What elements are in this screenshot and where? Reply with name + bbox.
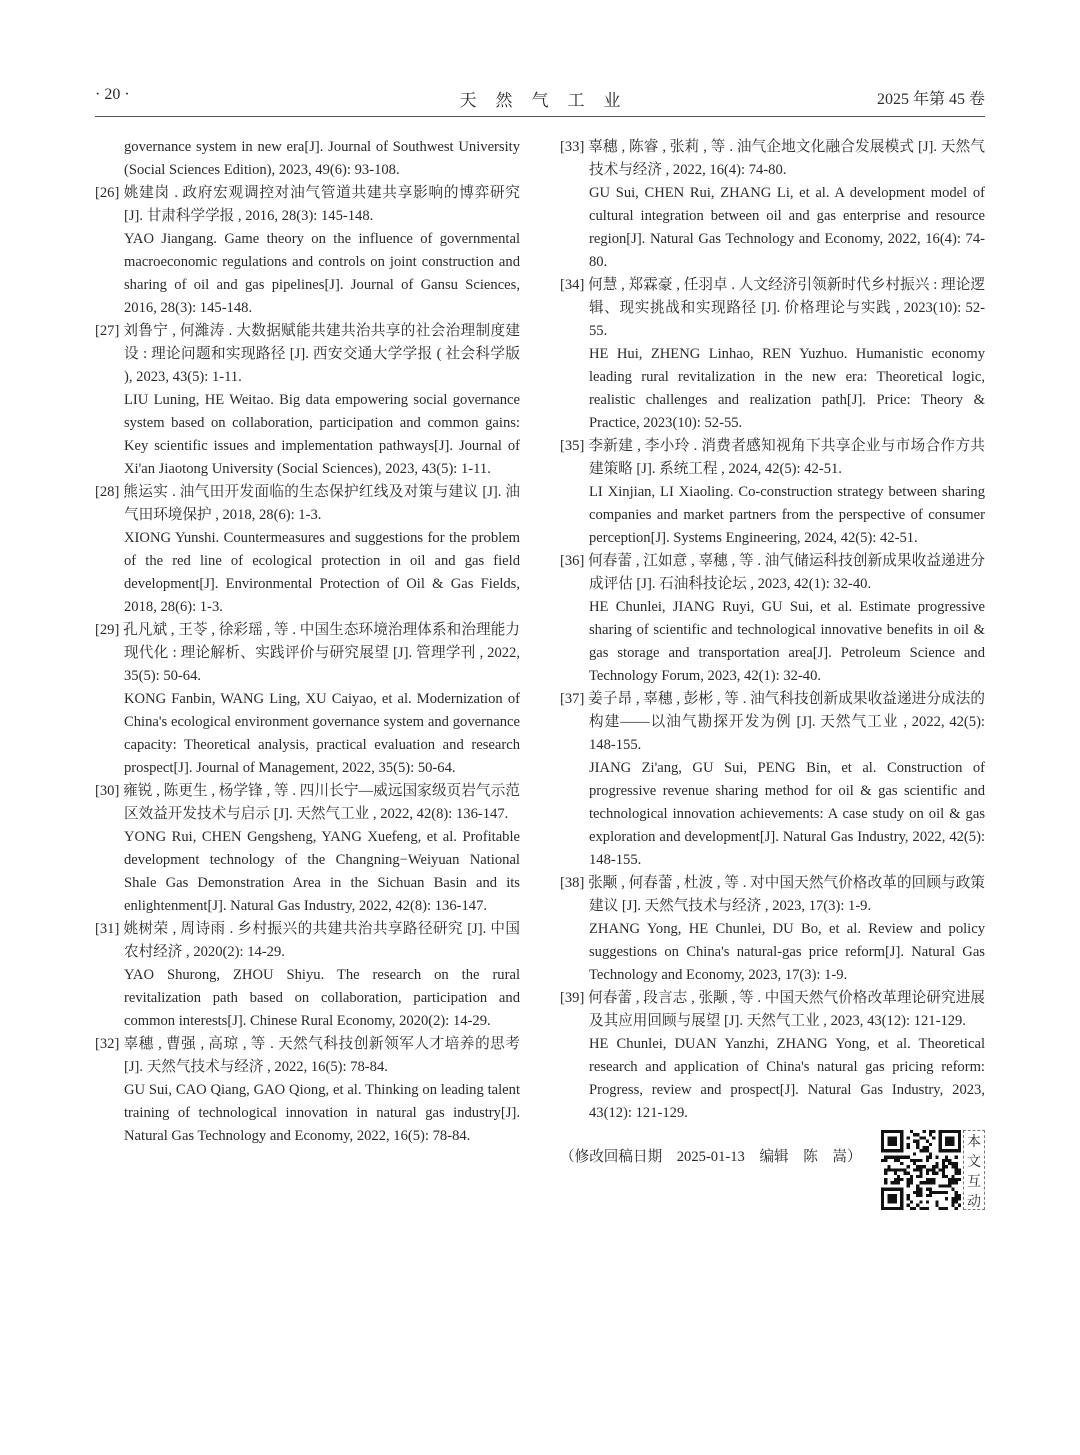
left-reference-column — [95, 136, 520, 1148]
reference-en: governance system in new era[J]. Journal of Southwest University (Social Sciences Edition), 2023, 49(6): 93-108. — [124, 139, 520, 178]
reference-en: YONG Rui, CHEN Gengsheng, YANG Xuefeng, et al. Profitable development technology of the Changning−Weiyuan National Shale Gas Demonstration Area in the Sichuan Basin and its enlightenment[J]. Natural Gas Industry, 2022, 42(8): 136-147. — [124, 829, 520, 914]
reference-number: [27] — [95, 323, 120, 339]
reference-cn — [95, 182, 520, 228]
reference-cn — [560, 688, 985, 757]
reference-cn-text: 何慧 , 郑霖豪 , 任羽卓 . 人文经济引领新时代乡村振兴 : 理论逻辑、现实挑战和实现路径 [J]. 价格理论与实践 , 2023(10): 52-55. — [588, 277, 985, 339]
reference-entry — [95, 780, 520, 918]
reference-number: [36] — [560, 553, 585, 569]
reference-cn — [95, 1033, 520, 1079]
qr-caption-char: 互 — [967, 1174, 981, 1190]
article-footer — [560, 1130, 985, 1210]
reference-number: [34] — [560, 277, 585, 293]
reference-cn — [95, 918, 520, 964]
reference-cn-text: 熊运实 . 油气田开发面临的生态保护红线及对策与建议 [J]. 油气田环境保护 , 2018, 28(6): 1-3. — [123, 484, 521, 523]
reference-entry — [95, 481, 520, 619]
reference-number: [35] — [560, 438, 585, 454]
reference-entry — [95, 320, 520, 481]
reference-en: KONG Fanbin, WANG Ling, XU Caiyao, et al. Modernization of China's ecological environment governance system and governance capacity: Theoretical analysis, practical evaluation and research prospect[J]. Journal of Management, 2022, 35(5): 50-64. — [124, 691, 520, 776]
qr-code-icon[interactable] — [881, 1130, 961, 1210]
reference-entry — [95, 136, 520, 182]
volume-info: 2025 年第 45 卷 — [876, 91, 985, 108]
reference-entry — [95, 918, 520, 1033]
journal-title: 天然气工业 — [459, 91, 640, 110]
reference-en: LI Xinjian, LI Xiaoling. Co-construction strategy between sharing companies and market partners from the perspective of consumer perception[J]. Systems Engineering, 2024, 42(5): 42-51. — [589, 484, 985, 546]
reference-number: [29] — [95, 622, 120, 638]
reference-cn — [560, 435, 985, 481]
reference-entry — [560, 136, 985, 274]
reference-en: HE Hui, ZHENG Linhao, REN Yuzhuo. Humanistic economy leading rural revitalization in the new era: Theoretical logic, realistic challenges and realization path[J]. Price: Theory & Practice, 2023(10): 52-55. — [589, 346, 985, 431]
reference-cn-text: 辜穗 , 曹强 , 高琼 , 等 . 天然气科技创新领军人才培养的思考 [J]. 天然气技术与经济 , 2022, 16(5): 78-84. — [123, 1036, 520, 1075]
reference-entry — [560, 987, 985, 1125]
reference-number: [32] — [95, 1036, 120, 1052]
header-rule — [95, 116, 985, 117]
reference-number: [30] — [95, 783, 120, 799]
reference-cn — [560, 136, 985, 182]
reference-entry — [560, 688, 985, 872]
reference-number: [31] — [95, 921, 120, 937]
reference-number: [26] — [95, 185, 120, 201]
qr-caption-char: 本 — [967, 1134, 981, 1150]
qr-caption-char: 动 — [967, 1194, 981, 1210]
reference-number: [33] — [560, 139, 585, 155]
reference-cn — [560, 550, 985, 596]
reference-en: YAO Shurong, ZHOU Shiyu. The research on the rural revitalization path based on collaboration, participation and common interests[J]. Chinese Rural Economy, 2020(2): 14-29. — [124, 967, 520, 1029]
reference-number: [39] — [560, 990, 585, 1006]
reference-cn-text: 姜子昂 , 辜穗 , 彭彬 , 等 . 油气科技创新成果收益递进分成法的构建——以油气勘探开发为例 [J]. 天然气工业 , 2022, 42(5): 148-155. — [588, 691, 985, 753]
reference-cn-text: 张颙 , 何春蕾 , 杜波 , 等 . 对中国天然气价格改革的回顾与政策建议 [J]. 天然气技术与经济 , 2023, 17(3): 1-9. — [588, 875, 985, 914]
reference-cn — [95, 320, 520, 389]
reference-en: XIONG Yunshi. Countermeasures and suggestions for the problem of the red line of ecological protection in oil and gas field development[J]. Environmental Protection of Oil & Gas Fields, 2018, 28(6): 1-3. — [124, 530, 520, 615]
qr-caption — [963, 1130, 985, 1210]
reference-cn — [95, 481, 521, 527]
reference-en: YAO Jiangang. Game theory on the influence of governmental macroeconomic regulations and controls on joint construction and sharing of oil and gas pipelines[J]. Journal of Gansu Sciences, 2016, 28(3): 145-148. — [124, 231, 520, 316]
reference-cn — [95, 619, 520, 688]
reference-cn-text: 何春蕾 , 段言志 , 张颙 , 等 . 中国天然气价格改革理论研究进展及其应用回顾与展望 [J]. 天然气工业 , 2023, 43(12): 121-129. — [588, 990, 985, 1029]
page-header — [95, 84, 985, 110]
reference-cn-text: 雍锐 , 陈更生 , 杨学锋 , 等 . 四川长宁—威远国家级页岩气示范区效益开发技术与启示 [J]. 天然气工业 , 2022, 42(8): 136-147. — [123, 783, 520, 822]
reference-cn-text: 刘鲁宁 , 何濰涛 . 大数据赋能共建共治共享的社会治理制度建设 : 理论问题和实现路径 [J]. 西安交通大学学报 ( 社会科学版 ), 2023, 43(5): 1-11. — [123, 323, 520, 385]
reference-cn — [560, 274, 985, 343]
reference-number: [38] — [560, 875, 585, 891]
reference-cn — [560, 987, 985, 1033]
reference-entry — [560, 872, 985, 987]
reference-cn — [95, 780, 520, 826]
reference-cn-text: 李新建 , 李小玲 . 消费者感知视角下共享企业与市场合作方共建策略 [J]. 系统工程 , 2024, 42(5): 42-51. — [588, 438, 985, 477]
reference-entry — [560, 550, 985, 688]
reference-cn-text: 何春蕾 , 江如意 , 辜穗 , 等 . 油气储运科技创新成果收益递进分成评估 [J]. 石油科技论坛 , 2023, 42(1): 32-40. — [588, 553, 985, 592]
reference-cn — [560, 872, 985, 918]
reference-cn-text: 姚建岗 . 政府宏观调控对油气管道共建共享影响的博弈研究 [J]. 甘肃科学学报 , 2016, 28(3): 145-148. — [123, 185, 520, 224]
reference-en: GU Sui, CAO Qiang, GAO Qiong, et al. Thinking on leading talent training of technological innovation in natural gas industry[J]. Natural Gas Technology and Economy, 2022, 16(5): 78-84. — [124, 1082, 520, 1144]
reference-en: GU Sui, CHEN Rui, ZHANG Li, et al. A development model of cultural integration between oil and gas enterprise and resource region[J]. Natural Gas Technology and Economy, 2022, 16(4): 74-80. — [589, 185, 985, 270]
reference-en: HE Chunlei, JIANG Ruyi, GU Sui, et al. Estimate progressive sharing of scientific and technological innovative benefits in oil & gas storage and transportation area[J]. Petroleum Science and Technology Forum, 2023, 42(1): 32-40. — [589, 599, 985, 684]
page-number: · 20 · — [95, 86, 130, 103]
reference-entry — [560, 435, 985, 550]
reference-number: [37] — [560, 691, 585, 707]
revision-date-note: （修改回稿日期 2025-01-13 编辑 陈 嵩） — [560, 1149, 862, 1165]
reference-cn-text: 姚树荣 , 周诗雨 . 乡村振兴的共建共治共享路径研究 [J]. 中国农村经济 , 2020(2): 14-29. — [123, 921, 520, 960]
reference-en: HE Chunlei, DUAN Yanzhi, ZHANG Yong, et al. Theoretical research and application of China's natural gas pricing reform: Progress, review and prospect[J]. Natural Gas Industry, 2023, 43(12): 121-129. — [589, 1036, 985, 1121]
qr-caption-char: 文 — [967, 1154, 981, 1170]
reference-entry — [95, 1033, 520, 1148]
reference-en: JIANG Zi'ang, GU Sui, PENG Bin, et al. Construction of progressive revenue sharing method for oil & gas scientific and technological innovation achievements: A case study on oil & gas exploration and development[J]. Natural Gas Industry, 2022, 42(5): 148-155. — [589, 760, 985, 868]
reference-entry — [95, 619, 520, 780]
reference-en: ZHANG Yong, HE Chunlei, DU Bo, et al. Review and policy suggestions on China's natural-gas price reform[J]. Natural Gas Technology and Economy, 2023, 17(3): 1-9. — [589, 921, 985, 983]
reference-en: LIU Luning, HE Weitao. Big data empowering social governance system based on collaboration, participation and common gains: Key scientific issues and implementation pathways[J]. Journal of Xi'an Jiaotong University (Social Sciences), 2023, 43(5): 1-11. — [124, 392, 520, 477]
reference-cn-text: 孔凡斌 , 王苓 , 徐彩瑶 , 等 . 中国生态环境治理体系和治理能力现代化 : 理论解析、实践评价与研究展望 [J]. 管理学刊 , 2022, 35(5): 50-64. — [123, 622, 520, 684]
reference-cn-text: 辜穗 , 陈睿 , 张莉 , 等 . 油气企地文化融合发展模式 [J]. 天然气技术与经济 , 2022, 16(4): 74-80. — [588, 139, 985, 178]
reference-entry — [95, 182, 520, 320]
reference-entry — [560, 274, 985, 435]
right-reference-column — [560, 136, 985, 1125]
reference-number: [28] — [95, 484, 120, 500]
